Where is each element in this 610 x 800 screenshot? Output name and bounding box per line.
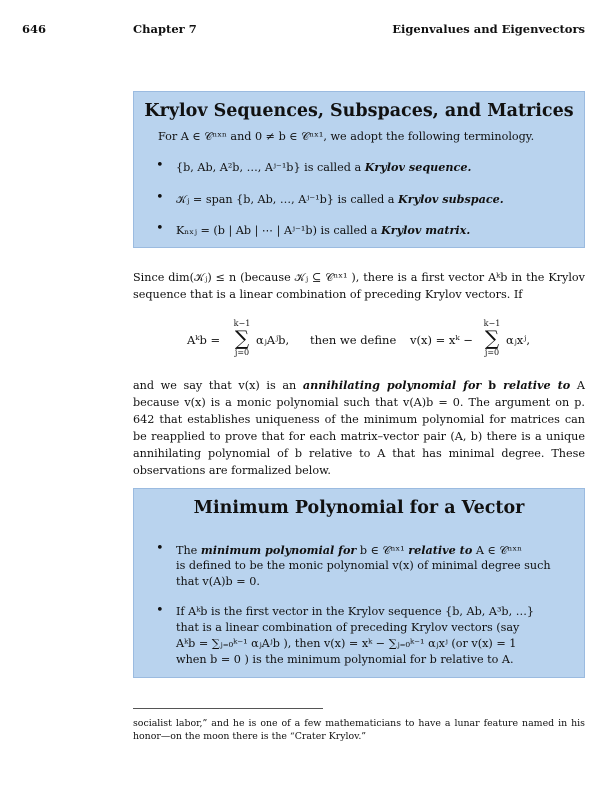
footnote-rule [133, 708, 323, 709]
paragraph-annihilating: and we say that v(x) is an annihilating polynomial for b relative to A because v(x) is a monic polynomial such that v(A)b = 0. The argument on p. 642 that establishes uniqueness of the minimum polynomial for matrices can be reapplied to prove that for each matrix–vector pair (A, b) there is a unique annihilating polynomial of b relative to A that has minimal degree. These observations are formalized below. [133, 378, 586, 477]
bullet-icon: • [156, 190, 164, 205]
min-poly-definition-line2: is defined to be the monic polynomial v(x) of minimal degree such [176, 559, 551, 572]
min-poly-krylov-line3: Aᵏb = ∑ⱼ₌₀ᵏ⁻¹ αⱼAʲb ), then v(x) = xᵏ − ∑ⱼ₌₀ᵏ⁻¹ αⱼxʲ (or v(x) = 1 [176, 637, 517, 650]
minimum-polynomial-box [133, 488, 585, 678]
bullet-icon: • [156, 541, 164, 556]
chapter-title: Eigenvalues and Eigenvectors [392, 22, 585, 36]
sum-limits-1: k−1 ∑ j=0 [233, 319, 251, 357]
equation-krylov-combination: Aᵏb = [187, 333, 221, 347]
min-poly-krylov-line1: If Aᵏb is the first vector in the Krylov sequence {b, Ab, A³b, …} [176, 605, 535, 618]
page-number: 646 [22, 22, 47, 36]
equation-lhs2: v(x) = xᵏ − [410, 333, 473, 347]
equation-then: then we define [310, 333, 397, 347]
bullet-icon: • [156, 221, 164, 236]
min-poly-definition-line3: that v(A)b = 0. [176, 575, 260, 588]
min-poly-definition-line1: The minimum polynomial for b ∈ 𝒞ⁿˣ¹ relative to A ∈ 𝒞ⁿˣⁿ [176, 543, 522, 557]
min-poly-krylov-line4: when b = 0 ) is the minimum polynomial for b relative to A. [176, 653, 514, 666]
footnote: socialist labor,” and he is one of a few mathematicians to have a lunar feature named in his honor—on the moon there is the “Crater Krylov.” [133, 718, 585, 742]
box-intro: For A ∈ 𝒞ⁿˣⁿ and 0 ≠ b ∈ 𝒞ⁿˣ¹, we adopt the following terminology. [158, 130, 535, 143]
sum-limits-2: k−1 ∑ j=0 [483, 319, 501, 357]
krylov-sequence-item: {b, Ab, A²b, …, Aʲ⁻¹b} is called a Krylov sequence. [176, 160, 472, 174]
equation-term1: αⱼAʲb, [256, 333, 290, 347]
krylov-matrix-item: Kₙₓⱼ = (b | Ab | ⋯ | Aʲ⁻¹b) is called a Krylov matrix. [176, 223, 471, 237]
krylov-definition-box [133, 91, 585, 248]
krylov-subspace-item: 𝒦ⱼ = span {b, Ab, …, Aʲ⁻¹b} is called a Krylov subspace. [176, 192, 504, 206]
equation-term2: αⱼxʲ, [506, 333, 530, 347]
bullet-icon: • [156, 158, 164, 173]
box-title-minimum-polynomial: Minimum Polynomial for a Vector [193, 498, 525, 518]
bullet-icon: • [156, 603, 164, 618]
paragraph-since: Since dim(𝒦ⱼ) ≤ n (because 𝒦ⱼ ⊆ 𝒞ⁿˣ¹ ), there is a first vector Aᵏb in the Krylov sequence that is a linear combination of preceding Krylov vectors. If [133, 271, 585, 301]
min-poly-krylov-line2: that is a linear combination of preceding Krylov vectors (say [176, 621, 520, 634]
box-title-krylov: Krylov Sequences, Subspaces, and Matrices [144, 101, 574, 121]
chapter-label: Chapter 7 [133, 22, 197, 36]
